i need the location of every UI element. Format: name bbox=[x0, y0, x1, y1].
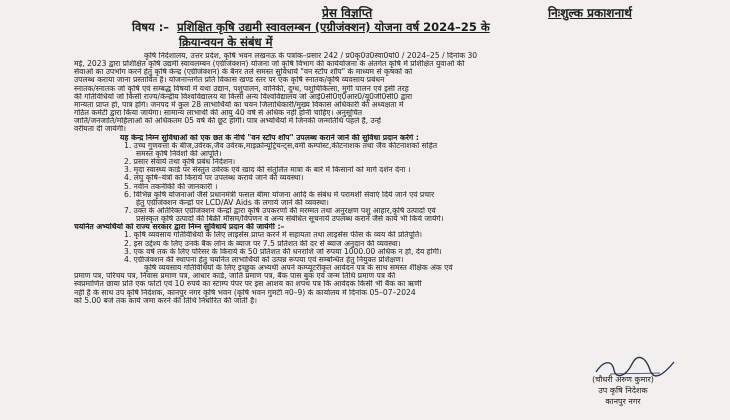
press-release-title: प्रेस विज्ञप्ति bbox=[322, 6, 373, 20]
body-line: उपलब्ध कराया जाना प्रस्तावित है। योजनान्तर्गत प्रति विकास खण्ड स्तर पर एक कृषि स्नातक/कृषि व्यवसाय प्रबंधन bbox=[74, 76, 385, 85]
benefit-item: 2. इस उद्देश्य के लिए उनके बैंक लोन के ब्याज पर 7.5 प्रतिशत की दर से ब्याज अनुदान की व्यवस्था। bbox=[124, 239, 401, 248]
facility-item: 4. लघु कृषि–यंत्रों को किराये पर उपलब्ध कराये जाने की व्यवस्था। bbox=[124, 174, 304, 183]
body-line: मई, 2023 द्वारा प्रशिक्षित कृषि उद्यमी स्वावलम्बन (एग्रीजंक्शन) योजना जो कृषि विभाग की कार्ययोजना के अंतर्गत कृषि में प्रशिक्षित युवाओं की bbox=[74, 60, 465, 69]
signature-block bbox=[548, 374, 698, 407]
body-line: सेवाओं का उपभोग करने हेतु कृषि केन्द्र (एग्रीजंक्शन) के बैनर तले समस्त सुविधायें "वन स्टॉप शॉप" के माध्यम से कृषकों को bbox=[74, 68, 413, 77]
body-line: कृषि निदेशालय, उत्तर प्रदेश, कृषि भवन लखनऊ के पत्रांक–प्रसार 242 / प्र0कृ0उ0स्वा0यो0 / 2024–25 / दिनांक 30 bbox=[144, 52, 478, 60]
body-line: जाति/जनजाति/महिलाओं को अधिकतम 05 वर्ष की छूट होगी। पात्र अभ्यर्थियों में जिनकी जन्मतिथि पहले है, उन्हें bbox=[74, 117, 381, 126]
closing-line: नहीं है के साथ उप कृषि निदेशक, कानपुर नगर कृषि भवन (कृषि भवन गुमटी न0–9) के कार्यालय में दिनांक 05–07–2024 bbox=[74, 288, 416, 297]
closing-line: कृषि व्यवसाय गतिविधियों के लिए इच्छुक अभ्यर्थी अपने कम्प्यूटरीकृत आवेदन पत्र के साथ समस्त शैक्षिक अंक एवं bbox=[144, 264, 453, 273]
body-line: की गतिविधियों जो किसी राज्य/केन्द्रीय विश्वविद्यालय या किसी अन्य विश्वविद्यालय जो आई0सी0ए0आर0/यू0जी0सी0 द्वारा bbox=[74, 92, 413, 101]
closing-line: प्रमाण पत्र, परिचय पत्र, निवास प्रमाण पत्र, आधार कार्ड, जाति प्रमाण पत्र, बैंक पास बुक एवं जन्म तिथि प्रमाण पत्र की bbox=[74, 272, 396, 281]
release-body bbox=[74, 52, 708, 305]
facility-item: समस्त कृषि निवेशों की आपूर्ति। bbox=[136, 149, 222, 158]
benefit-item: 1. कृषि व्यवसाय गतिविधियों के लिए लाइसेंस प्राप्त करने में सहायता तथा लाइसेंस फीस के व्यय की प्रतिपूर्ति। bbox=[124, 231, 423, 240]
signatory-location: कानपुर नगर bbox=[605, 397, 641, 406]
facility-item: 2. प्रसार सेवायें तथा कृषि प्रबंध निर्देशन। bbox=[124, 158, 236, 167]
facility-item: हेतु एग्रीजंक्शन केन्द्रों पर LCD/AV Aids के लगाये जाने की व्यवस्था। bbox=[136, 198, 329, 207]
benefit-item: 4. एग्रीजंक्शन की स्थापना हेतु चयनित लाभार्थियों को उत्पन्न रूपया एवं सम्बन्धित हेतु नियुक्त प्रशिक्षण। bbox=[124, 255, 404, 264]
facility-item: 5. नवीन तकनीकी की जानकारी । bbox=[124, 182, 218, 191]
subject-label: विषय :– bbox=[132, 20, 170, 34]
subject-line-2: क्रियान्वयन के संबंध में bbox=[179, 35, 273, 49]
benefit-item: 3. एक वर्ष तक के लिए परिसर के किराये के 50 प्रतिशत की धनराशि जो रुपया 1000.00 अधिक न हो, देय होगी। bbox=[124, 247, 442, 256]
facility-item: प्रसंस्कृत कृषि उत्पादों की बिक्री मौसम/विपणन व अन्य संबंधित सूचनायें उपलब्ध कराने जैसे कार्य भी किये जायेंगे। bbox=[136, 215, 444, 224]
facility-item: 3. मृदा स्वास्थ्य कार्ड पर संस्तुत उर्वरक एवं खाद की संतुलित मात्रा के बारे में किसानों को मार्ग दर्शन देना । bbox=[124, 166, 411, 175]
facilities-intro: यह केन्द्र निम्न सुविधाओं को एक छत के नीचे "वन स्टॉप शॉप" उपलब्ध कराने जाने की सुविधा प्रदान करेंगे : bbox=[120, 133, 419, 142]
facility-item: 7. उक्त के अतिरिक्त एग्रीजंक्शन केन्द्रों द्वारा कृषि उपकरणों की मरम्मत तथा अनुरक्षण पशु आहार,कृषि उत्पादों एवं bbox=[124, 206, 436, 215]
facility-item: 1. उच्च गुणवत्ता के बीज,उर्वरक,जैव उर्वरक,माइक्रोन्यूट्रियन्ट्स,वर्मी कम्पोस्ट,कीटनाशक तथा जैव कीटनाशकों सहित bbox=[124, 141, 438, 150]
body-line: वरीयता दी जायेगी। bbox=[74, 125, 126, 134]
body-line: गठित कमेटी द्वारा किया जायेगा। सामान्य लाभार्थी की आयु 40 वर्ष से अधिक नहीं होनी चाहिए। अनुसूचित bbox=[74, 109, 363, 118]
closing-line: को 5.00 बजे तक कार्य जमा करने की तिथि निर्धारित की जाती है। bbox=[74, 296, 258, 305]
facility-item: 6. विभिन्न कृषि योजनाओं जैसे प्रधानमंत्री फसल बीमा योजना आदि के संबंध में परामर्शी सेवाएं दिये जाने एवं प्रचार bbox=[124, 190, 435, 199]
subject-block bbox=[132, 20, 702, 50]
body-line: मान्यता प्राप्त हो, पात्र होंगे। जनपद में कुल 28 लाभार्थियों का चयन जिलाधिकारी/मुख्य विकास अधिकारी की अध्यक्षता में bbox=[74, 100, 404, 109]
benefits-intro: चयनित अभ्यर्थियों को राज्य सरकार द्वारा निम्न सुविधायें प्रदान की जायेंगी :– bbox=[74, 223, 285, 232]
subject-line-1: प्रशिक्षित कृषि उद्यमी स्वावलम्बन (एग्रीजंक्शन) योजना वर्ष 2024–25 के bbox=[177, 20, 490, 34]
signatory-designation: उप कृषि निदेशक bbox=[598, 386, 648, 395]
closing-line: स्वप्रमाणित छाया प्रति एक फोटो एवं 10 रुपये का स्टाम्प पेपर पर इस आशय का शपथ पत्र कि आवेदक किसी भी बैंक का ऋणी bbox=[74, 280, 422, 289]
body-line: स्नातक/स्नातक जो कृषि एवं सम्बद्ध विषयों में यथा उद्यान, पशुपालन, वानिकी, दुग्ध, पशुचिकित्सा, मुर्गी पालन एवं इसी तरह bbox=[74, 84, 409, 93]
free-publication-label: निःशुल्क प्रकाशनार्थ bbox=[548, 6, 632, 20]
signatory-name: (चौधरी अरुण कुमार) bbox=[592, 375, 654, 384]
